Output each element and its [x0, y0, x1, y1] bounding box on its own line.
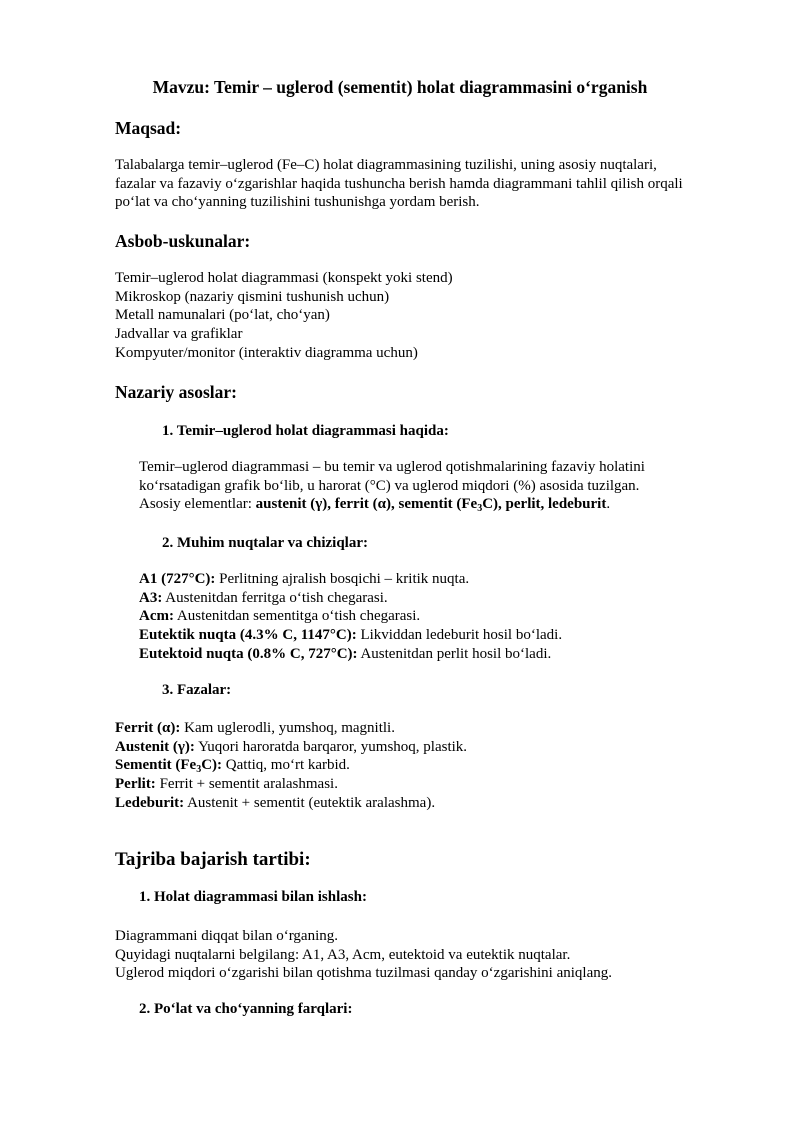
description: Austenitdan perlit hosil bo‘ladi.	[357, 645, 552, 662]
list-item: Mikroskop (nazariy qismini tushunish uchun)	[115, 288, 390, 305]
tajriba-heading: Tajriba bajarish tartibi:	[115, 849, 311, 870]
list-item: Diagrammani diqqat bilan o‘rganing.	[115, 928, 339, 944]
asbob-heading: Asbob-uskunalar:	[115, 231, 251, 251]
fazalar-list	[115, 719, 467, 812]
list-item: Quyidagi nuqtalarni belgilang: A1, A3, Acm, eutektoid va eutektik nuqtalar.	[115, 946, 571, 963]
paragraph-line	[139, 495, 645, 514]
description: Austenitdan sementitga o‘tish chegarasi.	[173, 608, 421, 625]
list-item: Jadvallar va grafiklar	[115, 326, 243, 343]
term: A3:	[139, 589, 163, 606]
maqsad-heading: Maqsad:	[115, 118, 182, 138]
term: Ledeburit:	[115, 794, 185, 811]
description: Austenit + sementit (eutektik aralashma).	[184, 794, 436, 811]
text-span: .	[606, 496, 611, 513]
nazariy-sub2-list	[139, 570, 562, 663]
description: Austenitdan ferritga o‘tish chegarasi.	[162, 589, 388, 606]
paragraph-line: ko‘rsatadigan grafik bo‘lib, u harorat (°C) va uglerod miqdori (%) asosida tuzilgan.	[139, 477, 640, 494]
paragraph-line: po‘lat va cho‘yanning tuzilishini tushunishga yordam berish.	[115, 194, 480, 211]
paragraph-line: Talabalarga temir–uglerod (Fe–C) holat diagrammasining tuzilishi, uning asosiy nuqtalari,	[115, 157, 657, 173]
list-item: Uglerod miqdori o‘zgarishi bilan qotishma tuzilmasi qanday o‘zgarishini aniqlang.	[115, 965, 612, 982]
term: Austenit (γ):	[115, 738, 195, 755]
term: Eutektoid nuqta (0.8% C, 727°C):	[139, 645, 358, 662]
list-item	[139, 626, 562, 645]
term: Eutektik nuqta (4.3% C, 1147°C):	[139, 627, 357, 644]
list-item	[139, 645, 562, 664]
list-item: Metall namunalari (po‘lat, cho‘yan)	[115, 307, 330, 324]
list-item	[115, 719, 467, 738]
term: Acm:	[139, 608, 174, 625]
list-item	[115, 794, 467, 813]
description: Ferrit + sementit aralashmasi.	[155, 776, 338, 793]
description: Kam uglerodli, yumshoq, magnitli.	[180, 720, 395, 736]
page-title: Mavzu: Temir – uglerod (sementit) holat diagrammasini o‘rganish	[152, 77, 648, 97]
asbob-list	[115, 269, 453, 362]
maqsad-paragraph	[115, 156, 683, 212]
text-span: Asosiy elementlar:	[139, 496, 256, 513]
term: A1 (727°C):	[139, 571, 216, 587]
list-item	[115, 756, 467, 775]
paragraph-line: Temir–uglerod diagrammasi – bu temir va uglerod qotishmalarining fazaviy holatini	[139, 459, 645, 475]
term: C):	[201, 757, 223, 774]
term: Sementit (Fe	[115, 757, 197, 774]
paragraph-line: fazalar va fazaviy o‘zgarishlar haqida tushuncha berish hamda diagrammani tahlil qilish orqali	[115, 175, 683, 192]
tajriba-sub1-heading: 1. Holat diagrammasi bilan ishlash:	[139, 889, 367, 905]
list-item	[115, 738, 467, 757]
list-item	[139, 607, 562, 626]
nazariy-sub2-heading: 2. Muhim nuqtalar va chiziqlar:	[162, 535, 368, 551]
list-item: Temir–uglerod holat diagrammasi (konspekt yoki stend)	[115, 270, 453, 286]
subscript: 3	[196, 764, 202, 776]
description: Qattiq, mo‘rt karbid.	[222, 757, 350, 774]
description: Perlitning ajralish bosqichi – kritik nuqta.	[215, 571, 470, 587]
term: Ferrit (α):	[115, 720, 181, 736]
list-item	[139, 589, 562, 608]
bold-span: austenit (γ), ferrit (α), sementit (Fe	[255, 496, 478, 513]
description: Yuqori haroratda barqaror, yumshoq, plastik.	[194, 738, 468, 755]
nazariy-sub1-paragraph	[139, 458, 645, 514]
nazariy-sub3-heading: 3. Fazalar:	[162, 682, 232, 698]
nazariy-heading: Nazariy asoslar:	[115, 382, 237, 402]
bold-span: C), perlit, ledeburit	[482, 496, 607, 513]
list-item: Kompyuter/monitor (interaktiv diagramma uchun)	[115, 344, 418, 361]
list-item	[139, 570, 562, 589]
nazariy-sub1-heading: 1. Temir–uglerod holat diagrammasi haqida:	[162, 423, 449, 439]
tajriba-sub1-list	[115, 927, 612, 983]
term: Perlit:	[115, 776, 156, 793]
tajriba-sub2-heading: 2. Po‘lat va cho‘yanning farqlari:	[139, 1001, 353, 1017]
description: Likviddan ledeburit hosil bo‘ladi.	[356, 627, 563, 644]
subscript: 3	[477, 503, 483, 515]
list-item	[115, 775, 467, 794]
